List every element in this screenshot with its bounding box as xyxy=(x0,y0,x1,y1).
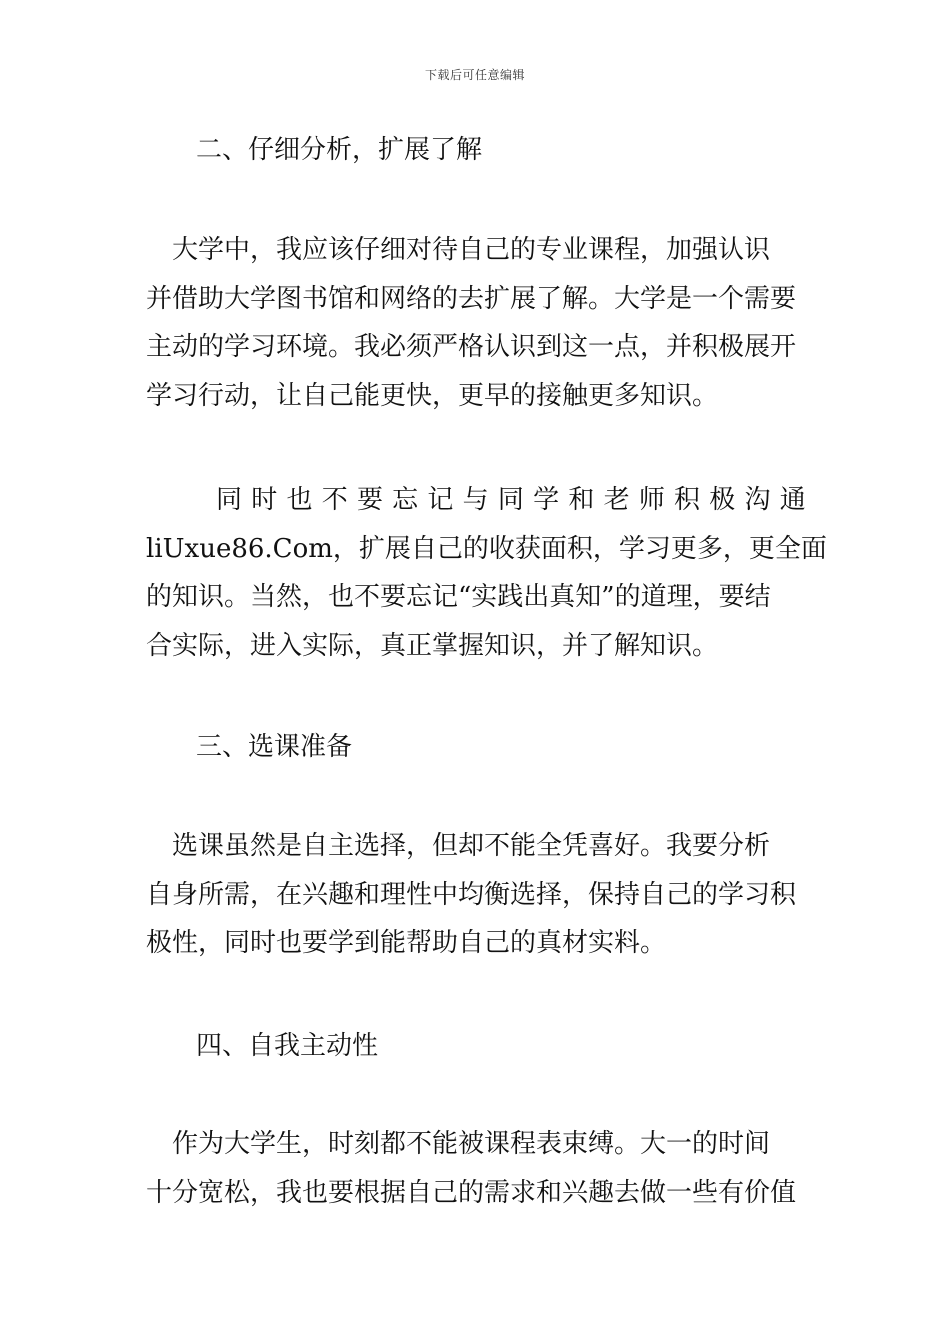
paragraph-line: 的知识。当然，也不要忘记“实践出真知”的道理，要结 xyxy=(146,582,771,612)
paragraph-line: 大学中，我应该仔细对待自己的专业课程，加强认识 xyxy=(146,235,771,265)
paragraph-line: 极性，同时也要学到能帮助自己的真材实料。 xyxy=(146,928,667,958)
char: 时 xyxy=(251,485,278,515)
char: 与 xyxy=(462,485,489,515)
paragraph-line: 选课虽然是自主选择，但却不能全凭喜好。我要分析 xyxy=(146,831,771,861)
paragraph-line: 合实际，进入实际，真正掌握知识，并了解知识。 xyxy=(146,630,719,661)
char: 沟 xyxy=(744,485,771,515)
char: 学 xyxy=(533,485,560,515)
paragraph-1 xyxy=(146,226,806,420)
char: 同 xyxy=(497,485,524,515)
char: 极 xyxy=(709,485,736,515)
char: 要 xyxy=(356,485,383,515)
paragraph-line: 十分宽松，我也要根据自己的需求和兴趣去做一些有价值 xyxy=(146,1177,797,1208)
paragraph-line-justified xyxy=(146,476,806,525)
paragraph-line: 自身所需，在兴趣和理性中均衡选择，保持自己的学习积 xyxy=(146,879,797,910)
char: 同 xyxy=(216,485,243,515)
paragraph-line: 并借助大学图书馆和网络的去扩展了解。大学是一个需要 xyxy=(146,283,797,314)
char: 和 xyxy=(568,485,595,515)
paragraph-3 xyxy=(146,822,806,968)
paragraph-4 xyxy=(146,1120,806,1217)
section-heading-3: 三、选课准备 xyxy=(196,732,353,762)
char: 老 xyxy=(603,485,630,515)
char: 忘 xyxy=(392,485,419,515)
paragraph-2 xyxy=(146,476,827,670)
header-note: 下载后可任意编辑 xyxy=(424,68,525,82)
paragraph-line: 学习行动，让自己能更快，更早的接触更多知识。 xyxy=(146,380,719,411)
char: 通 xyxy=(779,485,806,515)
char: 积 xyxy=(674,485,701,515)
paragraph-line: liUxue86.Com，扩展自己的收获面积，学习更多，更全面 xyxy=(146,533,827,564)
char: 记 xyxy=(427,485,454,515)
paragraph-line: 作为大学生，时刻都不能被课程表束缚。大一的时间 xyxy=(146,1129,771,1159)
char: 不 xyxy=(321,485,348,515)
char: 也 xyxy=(286,485,313,515)
char: 师 xyxy=(638,485,665,515)
section-heading-2: 二、仔细分析，扩展了解 xyxy=(196,135,483,165)
section-heading-4: 四、自我主动性 xyxy=(196,1031,379,1061)
paragraph-line: 主动的学习环境。我必须严格认识到这一点，并积极展开 xyxy=(146,332,797,362)
